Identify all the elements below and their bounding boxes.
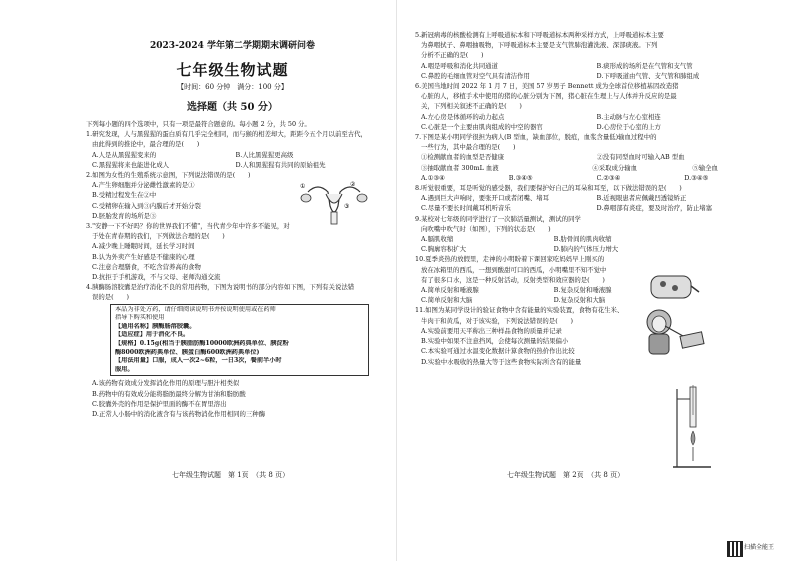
q5-stem-cont: 为鼻咽拭子、鼻咽抽吸物，下呼吸道标本主要是支气管肺泡灌洗液、深部痰液。下列 bbox=[421, 41, 658, 50]
question-10 bbox=[415, 254, 772, 305]
q10-stem-cont: 有了很多口水，这是一种反射活动，反射类型和效应器的是( ) bbox=[421, 275, 605, 284]
question-6 bbox=[415, 81, 772, 132]
q6-option-d: D.心房位于心室的上方 bbox=[596, 122, 661, 131]
subject-title: 七年级生物试题 bbox=[176, 61, 289, 79]
q7-statement-4: ④采取成分输血 bbox=[592, 163, 638, 172]
q1-stem-cont: 由此得到的推论中，最合理的是( ) bbox=[92, 140, 200, 149]
leaflet-line: 【通用名称】胰酶肠溶胶囊。 bbox=[115, 322, 196, 330]
q9-option-d: D.肺内的气体压力增大 bbox=[553, 245, 619, 254]
q6-stem-cont: 心脏的人，移植手术中使用的猪的心脏分别为下图，猪心脏在生理上与人体并升反应的是最 bbox=[421, 92, 677, 101]
q5-stem: 5.新冠病毒的核酸检测有上呼吸道标本和下呼吸道标本两种采样方式，上呼吸道标本主要 bbox=[415, 31, 664, 39]
section-heading: 选择题（共 50 分） bbox=[187, 102, 278, 113]
q5-option-c: C.鼻腔的毛细血管对空气具有清洁作用 bbox=[421, 71, 530, 80]
svg-text:②: ② bbox=[350, 181, 356, 188]
scanner-watermark: 扫描全能王 bbox=[744, 544, 775, 551]
q3-option-c: C.注意合理膳食，不吃含营养高的食物 bbox=[92, 262, 201, 271]
scanner-logo-icon bbox=[727, 541, 743, 557]
q3-option-d: D.抗拒于手机游戏，不与父母、老师沟通交流 bbox=[92, 273, 221, 282]
q9-stem: 9.某校对七年级的同学进行了一次肺活量测试，测试的同学 bbox=[415, 214, 581, 223]
q5-option-a: A.咽是呼吸和消化共同通道 bbox=[421, 61, 498, 70]
q1-option-d: D.人和黑猩猩有共同的原始祖先 bbox=[235, 160, 326, 169]
q3-option-b: B.认为外卖产生好感是不健康的心理 bbox=[92, 252, 195, 261]
q9-option-b: B.肋骨间的肌肉收缩 bbox=[553, 235, 612, 244]
q4-stem-cont: 误的是( ) bbox=[92, 293, 129, 302]
q11-option-a: A.实验前要用天平称出三种样品食物的质量并记录 bbox=[421, 326, 562, 335]
q4-option-d: D.正常人小肠中的消化液含有与该药物消化作用相同的三种酶 bbox=[92, 410, 266, 419]
q7-statement-3: ③抽取献血者 300mL 血液 bbox=[421, 163, 499, 172]
q7-option-c: C.②③④ bbox=[596, 173, 621, 182]
q1-stem: 1.研究发现，人与黑猩猩的蛋白质有几乎完全相同，而与猴的相差却大，距距今五个月以前至古代， bbox=[86, 130, 367, 139]
q1-option-a: A.人是从黑猩猩变来的 bbox=[92, 150, 157, 159]
q11-option-c: C.本实验可通过水温变化数据计算食物的热价作出比较 bbox=[421, 347, 575, 356]
q11-option-b: B.实验中如果不注意挡风，会使每次测量的结果偏小 bbox=[421, 337, 569, 346]
instructions: 下列每小题的四个选项中，只有一项是最符合题意的。每小题 2 分，共 50 分。 bbox=[86, 120, 311, 128]
q10-option-b: B.复杂反射和唾液腺 bbox=[553, 286, 612, 295]
q3-stem-cont: 于处在青春期的我们，下列做法合理的是( ) bbox=[92, 232, 225, 241]
q10-stem: 10.夏季炎热的放假里，走神的小明盼着下课回家吃妈妈早上刚买的 bbox=[415, 255, 605, 264]
q10-stem-cont: 放在冰箱里的西瓜，一想到酸甜可口的西瓜，小明嘴里不知不觉中 bbox=[421, 265, 607, 274]
q11-stem: 11.如图为某同学设计的验证食物中含有能量的实验装置，食物有花生米、 bbox=[415, 306, 624, 315]
q4-option-b: B.药物中的有效成分能将脂肪最终分解为甘油和脂肪酸 bbox=[92, 389, 246, 398]
page-footer: 七年级生物试题 第 2页 （共 8 页） bbox=[507, 471, 625, 479]
leaflet-line: 本品为非处方药，请仔细阅读说明书并按说明使用或在药师 bbox=[115, 305, 276, 313]
q8-option-c: C.尽量不要长时间戴耳机听音乐 bbox=[421, 204, 511, 213]
q6-option-b: B.主动脉与左心室相连 bbox=[596, 112, 661, 121]
q4-stem: 4.胰酶肠溶胶囊是治疗消化不良的常用药物，下图为说明书的部分内容如下图，下列有关说法错 bbox=[86, 283, 355, 292]
q7-stem: 7.下图是某小明同学很担为病人(B 型血，缺血部位，脱疽，血浆含量低)输血过程中的 bbox=[415, 133, 657, 142]
q7-statement-1: ①检测献血者的血型是否健康 bbox=[421, 153, 505, 162]
q5-stem-cont: 分析不正确的是( ) bbox=[421, 51, 484, 60]
q6-option-c: C.心脏是一个主要由肌肉组成的中空的器官 bbox=[421, 122, 543, 131]
q1-option-b: B.人比黑猩猩更高级 bbox=[235, 150, 294, 159]
q3-option-a: A.减少晚上睡眠时间，延长学习时间 bbox=[92, 242, 195, 251]
leaflet-line: 指导下购买和使用 bbox=[115, 314, 165, 322]
q7-statement-5: ⑤输全血 bbox=[692, 163, 718, 172]
q8-option-a: A.遇到巨大声响时，要张开口或者闭嘴、堵耳 bbox=[421, 194, 550, 203]
q3-stem: 3."安静一下不好吗？你的世界我们不懂"，当代青少年中许多不能见，对 bbox=[86, 222, 290, 231]
q8-stem: 8.听觉很重要，耳是听觉的感受器，我们要保护好自己的耳朵和耳至，以下做法错误的是( ) bbox=[415, 184, 682, 193]
question-9 bbox=[415, 214, 772, 255]
leaflet-line: 【适应症】用于消化不良。 bbox=[115, 331, 190, 339]
q8-option-d: D.鼻咽部有炎症，要及时治疗，防止堵塞 bbox=[596, 204, 713, 213]
q1-option-c: C.黑猩猩将来也能进化成人 bbox=[92, 160, 169, 169]
question-3 bbox=[86, 221, 379, 282]
question-11 bbox=[415, 305, 772, 366]
exam-page-2 bbox=[397, 0, 794, 561]
leaflet-line: 酶8000欧洲药典单位、胰蛋白酶600欧洲药典单位) bbox=[115, 348, 260, 356]
q11-option-d: D.实验中水吸收的热量大等于这些食物实际所含有的能量 bbox=[421, 357, 582, 366]
q5-option-b: B.痰形成的场所是在气管和支气管 bbox=[596, 61, 693, 70]
q5-option-d: D.下呼吸道由气管、支气管和肺组成 bbox=[596, 71, 700, 80]
exam-meta: 【时间：60 分钟 满分：100 分】 bbox=[177, 83, 288, 91]
q2-option-b: B.受精过程发生在②中 bbox=[92, 191, 157, 200]
burning-apparatus-figure bbox=[671, 385, 719, 471]
q6-stem: 6.美国当地时间 2022 年 1 月 7 日，美国 57 岁男子 Bennett 成为全球首位移植基因改造猪 bbox=[415, 82, 679, 91]
spirometer-device-figure bbox=[645, 270, 701, 304]
question-5 bbox=[415, 30, 772, 81]
question-1 bbox=[86, 129, 379, 170]
q11-stem-cont: 牛肉干和黄瓜，对于该实验，下列说法错误的是( ) bbox=[421, 316, 573, 325]
leaflet-line: 【规格】0.15g(相当于胰脂肪酶10000欧洲药典单位、胰淀粉 bbox=[115, 340, 289, 348]
drug-leaflet-box bbox=[110, 304, 369, 377]
q7-statement-2: ②没有同型血时可输入AB 型血 bbox=[596, 153, 685, 162]
q6-stem-cont: 关，下列相关叙述不正确的是( ) bbox=[421, 102, 522, 111]
q8-option-b: B.近视眼患者应佩戴凹透镜矫正 bbox=[596, 194, 687, 203]
q10-option-a: A.简单反射和唾液腺 bbox=[421, 286, 479, 295]
exam-title: 2023-2024 学年第二学期期末调研问卷 bbox=[150, 41, 315, 51]
q7-stem-cont: 一些行为，其中最合理的是( ) bbox=[421, 143, 516, 152]
q7-option-b: B.③④⑤ bbox=[508, 173, 533, 182]
q4-option-a: A.该药物有效成分发挥消化作用的原理与胆汁相类似 bbox=[92, 379, 240, 388]
q4-option-c: C.胶囊外壳的作用是保护里面的酶不在胃里溶出 bbox=[92, 399, 227, 408]
q2-stem: 2.如图为女性的生殖系统示意图，下列说法错误的是( ) bbox=[86, 171, 251, 180]
leaflet-line: 服用。 bbox=[115, 365, 134, 373]
question-4 bbox=[86, 282, 379, 419]
student-blowing-figure bbox=[643, 306, 707, 358]
q10-option-d: D.复杂反射和大脑 bbox=[553, 296, 606, 305]
q2-option-c: C.受精卵在输入到③内膜后才开始分裂 bbox=[92, 201, 201, 210]
leaflet-line: 【用法用量】口服，成人一次2~6粒，一日3次，餐前半小时 bbox=[115, 357, 282, 365]
q9-stem-cont: 向吹嘴中吹气时（如图），下列的状态是( ) bbox=[421, 224, 551, 233]
svg-text:①: ① bbox=[300, 183, 306, 190]
q7-option-a: A.①③④ bbox=[421, 173, 445, 182]
question-7 bbox=[415, 132, 772, 183]
q6-option-a: A.左心房是体循环的动力起点 bbox=[421, 112, 505, 121]
svg-text:③: ③ bbox=[344, 203, 350, 210]
q2-option-d: D.胚胎发育的场所是③ bbox=[92, 211, 157, 220]
q7-option-d: D.③④⑤ bbox=[684, 173, 709, 182]
q2-option-a: A.产生卵细胞并分泌雌性激素的是① bbox=[92, 181, 195, 190]
question-8 bbox=[415, 183, 772, 214]
q9-option-c: C.胸廓容积扩大 bbox=[421, 245, 467, 254]
q10-option-c: C.简单反射和大脑 bbox=[421, 296, 473, 305]
female-reproductive-system-figure bbox=[298, 178, 370, 228]
q9-option-a: A.膈肌收缩 bbox=[421, 235, 454, 244]
page-footer: 七年级生物试题 第 1页 （共 8 页） bbox=[172, 471, 290, 479]
